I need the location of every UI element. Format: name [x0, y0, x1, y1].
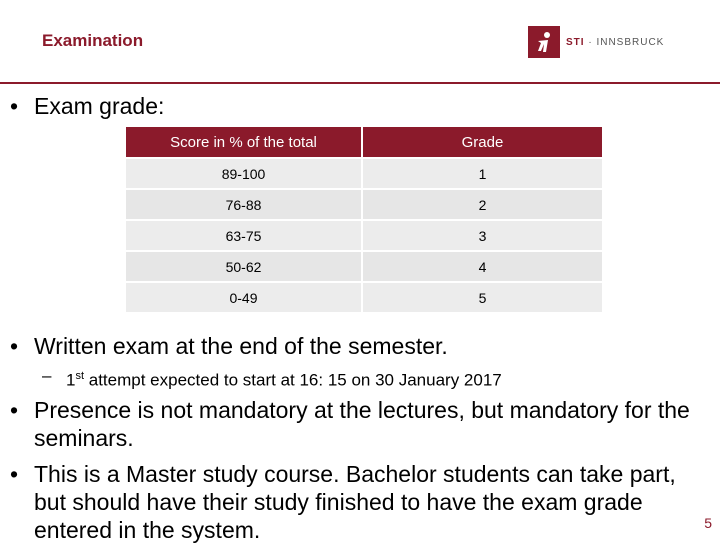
- logo-text-secondary: · INNSBRUCK: [588, 36, 665, 48]
- table-row: [126, 252, 602, 281]
- page-number: 5: [704, 515, 712, 531]
- table-row: [126, 190, 602, 219]
- table-row: [126, 221, 602, 250]
- table-row: [126, 283, 602, 312]
- sti-logo: [528, 26, 664, 58]
- table-header-row: [126, 127, 602, 157]
- sub-bullet-text-pre: 1: [66, 370, 76, 390]
- table-cell-grade: 3: [363, 221, 602, 250]
- bullet-master-course: [10, 460, 710, 544]
- table-cell-score: 76-88: [126, 190, 361, 219]
- slide-header-title: Examination: [42, 31, 144, 50]
- bullet-text: Exam grade:: [34, 93, 165, 119]
- bullet-presence: [10, 396, 710, 452]
- bullet-text: This is a Master study course. Bachelor students can take part, but should have their study finished to have the exam grade entered in the system.: [34, 461, 676, 543]
- table-header-grade: Grade: [363, 127, 602, 157]
- sub-bullet-dash: –: [42, 366, 52, 385]
- table-cell-score: 0-49: [126, 283, 361, 312]
- sub-bullet-text: [66, 364, 502, 393]
- logo-text: [566, 37, 664, 48]
- table-cell-grade: 2: [363, 190, 602, 219]
- bullet-text: Presence is not mandatory at the lectures, but mandatory for the seminars.: [34, 397, 690, 451]
- bullet-dot: •: [10, 461, 19, 487]
- header-rule: [0, 82, 720, 84]
- sub-bullet-superscript: st: [75, 370, 85, 382]
- table-cell-grade: 4: [363, 252, 602, 281]
- bullet-exam-grade: [10, 92, 710, 120]
- sub-bullet-text-post: attempt expected to start at 16: 15 on 30 January 2017: [84, 370, 502, 390]
- bullet-dot: •: [10, 397, 19, 423]
- grade-table: [124, 125, 604, 314]
- bullet-written-exam: [10, 332, 710, 360]
- table-header-score: Score in % of the total: [126, 127, 361, 157]
- table-cell-score: 89-100: [126, 159, 361, 188]
- table-row: [126, 159, 602, 188]
- table-cell-score: 63-75: [126, 221, 361, 250]
- person-icon: [528, 26, 560, 58]
- bullet-dot: •: [10, 333, 19, 359]
- bullet-dot: •: [10, 93, 19, 119]
- table-cell-grade: 1: [363, 159, 602, 188]
- table-cell-score: 50-62: [126, 252, 361, 281]
- sub-bullet-first-attempt: [42, 364, 502, 393]
- logo-text-primary: STI: [566, 36, 585, 48]
- table-cell-grade: 5: [363, 283, 602, 312]
- bullet-text: Written exam at the end of the semester.: [34, 333, 448, 359]
